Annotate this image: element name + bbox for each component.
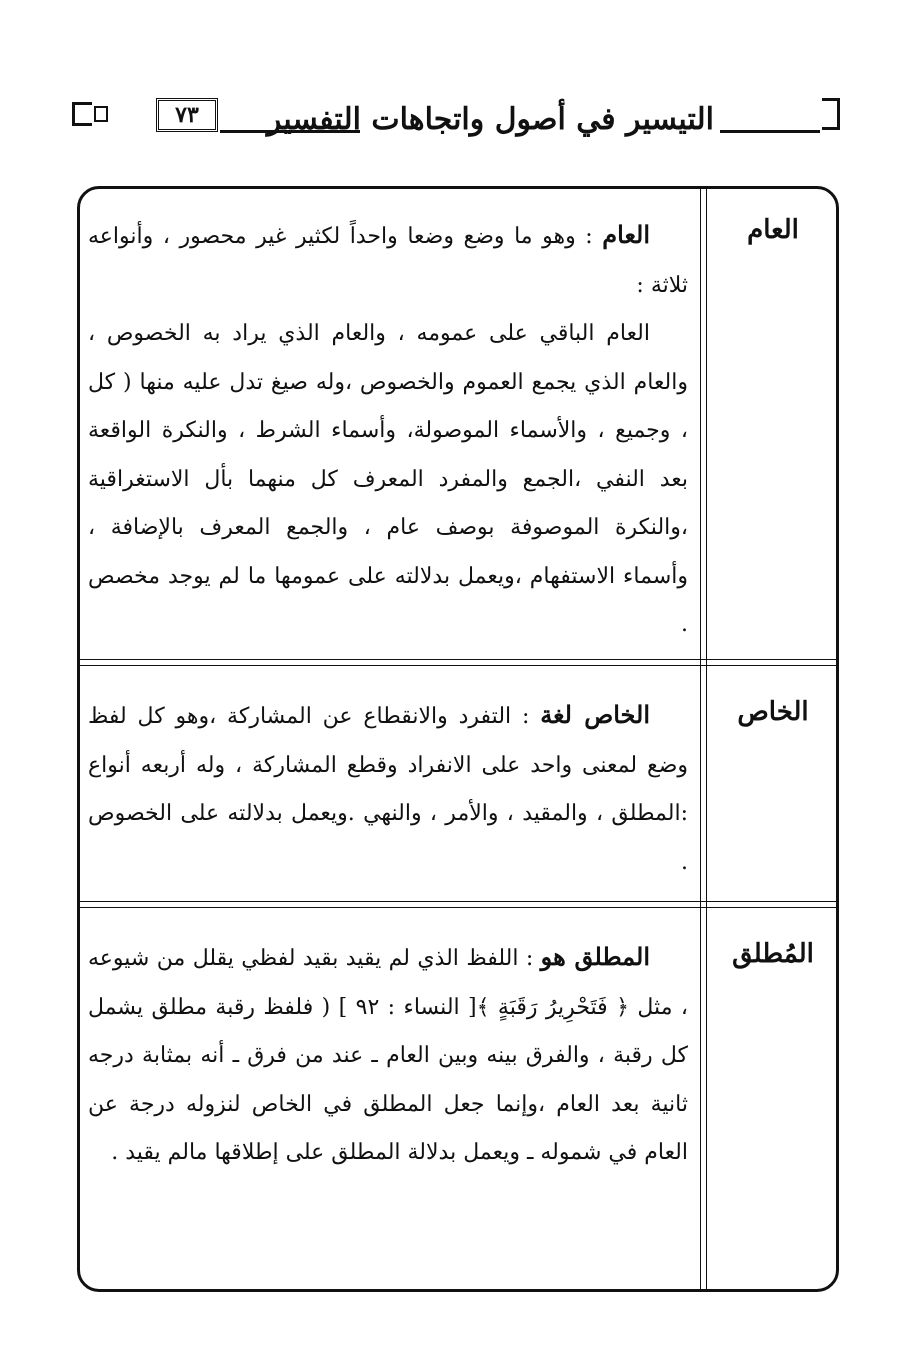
definition-body: العام الباقي على عمومه ، والعام الذي يراد به الخصوص ، والعام الذي يجمع العموم والخصوص ،وله صيغ تدل عليه منها ( كل ، وجميع ، والأسماء الموصولة، وأسماء الشرط ، والنكرة الواقعة بعد النفي ،الجمع والمفرد المعرف كل منهما بأل الاستغراقية ،والنكرة الموصوفة بوصف عام ، والجمع المعرف بالإضافة ، وأسماء الاستفهام ،ويعمل بدلالته على عمومها ما لم يوجد مخصص . bbox=[88, 321, 688, 637]
term-aam: العام bbox=[747, 215, 799, 245]
definition-text: : اللفظ الذي لم يقيد بقيد لفظي يقلل من شيوعه ، مثل ﴿ فَتَحْرِيرُ رَقَبَةٍ ﴾[ النساء : ٩٢ ] ( فلفظ رقبة مطلق يشمل كل رقبة ، والفرق بينه وبين العام ـ عند من فرق ـ أنه بمثابة درجه ثانية بعد العام ،وإنما جعل المطلق في الخاص لنزوله درجة عن العام في شموله ـ ويعمل بدلالة المطلق على إطلاقها مالم يقيد . bbox=[88, 946, 688, 1165]
definition-khas bbox=[88, 691, 688, 887]
lead-term: الخاص لغة bbox=[540, 700, 650, 729]
definition-text: : وهو ما وضع وضعا واحداً لكثير غير محصور ، وأنواعه ثلاثة : bbox=[88, 224, 688, 298]
term-mutlaq: المُطلق bbox=[732, 939, 814, 969]
lead-term: العام bbox=[602, 220, 650, 249]
ornament-left bbox=[72, 102, 92, 126]
column-divider bbox=[700, 189, 707, 1289]
row-divider-2 bbox=[80, 901, 836, 908]
term-khas: الخاص bbox=[737, 697, 809, 727]
lead-term: المطلق هو bbox=[540, 942, 650, 971]
running-title: التيسير في أصول واتجاهات التفسير bbox=[266, 102, 714, 137]
definition-text: : التفرد والانقطاع عن المشاركة ،وهو كل لفظ وضع لمعنى واحد على الانفراد وقطع المشاركة ، وله أربعه أنواع :المطلق ، والمقيد ، والأمر ، والنهي .ويعمل بدلالته على الخصوص . bbox=[88, 704, 688, 875]
ornament-right bbox=[822, 98, 840, 130]
definition-mutlaq bbox=[88, 933, 688, 1178]
row-divider-1 bbox=[80, 659, 836, 666]
ornament-left-inner bbox=[94, 106, 108, 122]
page-number: ٧٣ bbox=[156, 98, 218, 132]
definition-aam bbox=[88, 211, 688, 650]
header-rule-right bbox=[720, 130, 820, 133]
page-header bbox=[64, 92, 844, 156]
definitions-table bbox=[77, 186, 839, 1292]
